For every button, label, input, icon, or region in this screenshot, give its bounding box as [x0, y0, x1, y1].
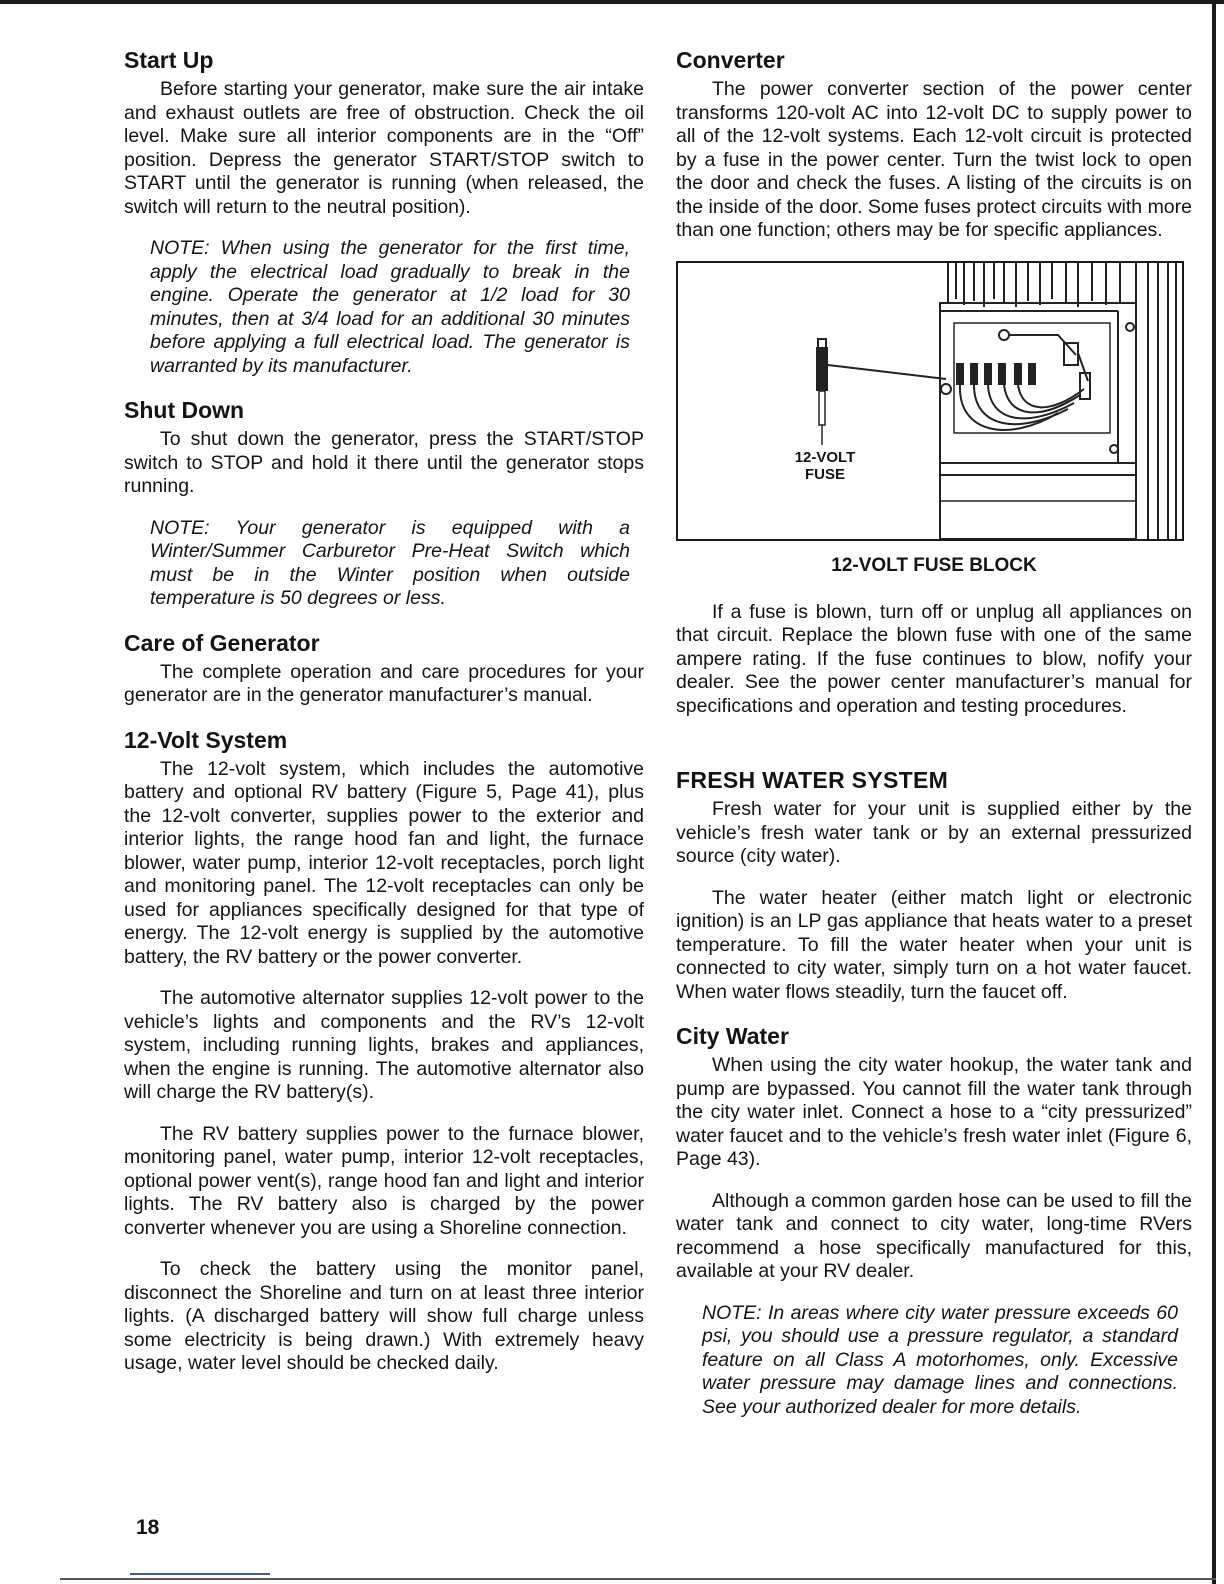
- converter-paragraph-2: If a fuse is blown, turn off or unplug all appliances on that circuit. Replace the blown fuse with one of the same ampere rating. If the fuse continues to blow, nofify your dealer. See the power center manufacturer’s manual for specifications and operation and testing procedures.: [676, 600, 1192, 717]
- scan-edge-top: [0, 0, 1224, 4]
- fresh-water-paragraph-2: The water heater (either match light or electronic ignition) is an LP gas appliance that heats water to a preset temperature. To fill the water heater when your unit is connected to city water, simply turn on a hot water faucet. When water flows steadily, turn the faucet off.: [676, 886, 1192, 1003]
- heading-converter: Converter: [676, 47, 785, 73]
- section-city-water: [676, 1022, 1192, 1419]
- start-up-paragraph: Before starting your generator, make sure the air intake and exhaust outlets are free of obstruction. Check the oil level. Make sure all interior components are in the “Off” position. Depress the generator START/STOP switch to START until the generator is running (when released, the switch will return to the neutral position).: [124, 78, 644, 218]
- converter-paragraph-1: The power converter section of the power center transforms 120-volt AC into 12-volt DC to supply power to all of the 12-volt systems. Each 12-volt circuit is protected by a fuse in the power center. Turn the twist lock to open the door and check the fuses. A listing of the circuits is on the inside of the door. Some fuses protect circuits with more than one function; others may be for specific appliances.: [676, 78, 1192, 241]
- heading-start-up: Start Up: [124, 47, 214, 73]
- twelve-volt-paragraph-4: To check the battery using the monitor panel, disconnect the Shoreline and turn on at least three interior lights. (A discharged battery will show full charge unless some electricity is being drawn.) With extremely heavy usage, water level should be checked daily.: [124, 1258, 644, 1374]
- heading-fresh-water-system: FRESH WATER SYSTEM: [676, 767, 949, 793]
- section-12-volt-system: [124, 726, 644, 1376]
- city-water-paragraph-2: Although a common garden hose can be used to fill the water tank and connect to city water, long-time RVers recommend a hose specifically manufactured for this, available at your RV dealer.: [676, 1189, 1192, 1282]
- heading-12-volt-system: 12-Volt System: [124, 726, 288, 753]
- start-up-note: NOTE: When using the generator for the first time, apply the electrical load gradually to break in the engine. Operate the generator at 1/2 load for 30 minutes, then at 3/4 load for an additional 30 minutes before applying a full electrical load. The generator is warranted by its manufacturer.: [150, 237, 630, 377]
- fuse-block-figure: [676, 261, 1184, 541]
- scan-edge-right: [1212, 0, 1216, 1584]
- fuse-block-illustration: [678, 263, 1182, 539]
- left-column: [124, 46, 644, 1394]
- section-start-up: [124, 46, 644, 378]
- twelve-volt-paragraph-3: The RV battery supplies power to the furnace blower, monitoring panel, water pump, interior 12-volt receptacles, optional power vent(s), range hood fan and light and interior lights. The RV battery also is charged by the power converter whenever you are using a Shoreline connection.: [124, 1122, 644, 1239]
- city-water-note: NOTE: In areas where city water pressure exceeds 60 psi, you should use a pressure regulator, a standard feature on all Class A motorhomes, only. Excessive water pressure may damage lines and connections. See your authorized dealer for more details.: [702, 1301, 1178, 1418]
- figure-caption: 12-VOLT FUSE BLOCK: [831, 554, 1037, 576]
- section-fresh-water-system: [676, 766, 1192, 1004]
- twelve-volt-paragraph-2: The automotive alternator supplies 12-volt power to the vehicle’s lights and components and the RV’s 12-volt system, including running lights, brakes and appliances, when the engine is running. The automotive alternator also will charge the RV battery(s).: [124, 987, 644, 1103]
- right-column: [676, 46, 1192, 1437]
- fresh-water-paragraph-1: Fresh water for your unit is supplied either by the vehicle’s fresh water tank or by an external pressurized source (city water).: [676, 798, 1192, 867]
- section-converter: [676, 46, 1192, 718]
- twelve-volt-paragraph-1: The 12-volt system, which includes the automotive battery and optional RV battery (Figure 5, Page 41), plus the 12-volt converter, supplies power to the exterior and interior lights, the range hood fan and light, the furnace blower, water pump, interior 12-volt receptacles, porch light and monitoring panel. The 12-volt receptacles can only be used for appliances specifically designed for that type of energy. The 12-volt energy is supplied by the automotive battery, the RV battery or the power converter.: [124, 757, 644, 968]
- heading-care-of-generator: Care of Generator: [124, 629, 320, 656]
- section-care-of-generator: [124, 629, 644, 708]
- scan-edge-bottom: [60, 1578, 1216, 1580]
- section-shut-down: [124, 396, 644, 611]
- heading-city-water: City Water: [676, 1023, 789, 1049]
- city-water-paragraph-1: When using the city water hookup, the water tank and pump are bypassed. You cannot fill the water tank through the city water inlet. Connect a hose to a “city pressurized” water faucet and to the vehicle’s fresh water inlet (Figure 6, Page 43).: [676, 1054, 1192, 1170]
- shut-down-paragraph: To shut down the generator, press the START/STOP switch to STOP and hold it there until the generator stops running.: [124, 428, 644, 497]
- shut-down-note: NOTE: Your generator is equipped with a Winter/Summer Carburetor Pre-Heat Switch which must be in the Winter position when outside temperature is 50 degrees or less.: [150, 516, 630, 609]
- fuse-label: [782, 449, 868, 483]
- scan-edge-tab: [130, 1573, 270, 1575]
- fuse-label-line1: 12-VOLT: [794, 448, 856, 466]
- page-number: 18: [136, 1516, 160, 1539]
- care-paragraph: The complete operation and care procedures for your generator are in the generator manufacturer’s manual.: [124, 660, 644, 706]
- heading-shut-down: Shut Down: [124, 397, 245, 423]
- fuse-label-line2: FUSE: [804, 465, 845, 483]
